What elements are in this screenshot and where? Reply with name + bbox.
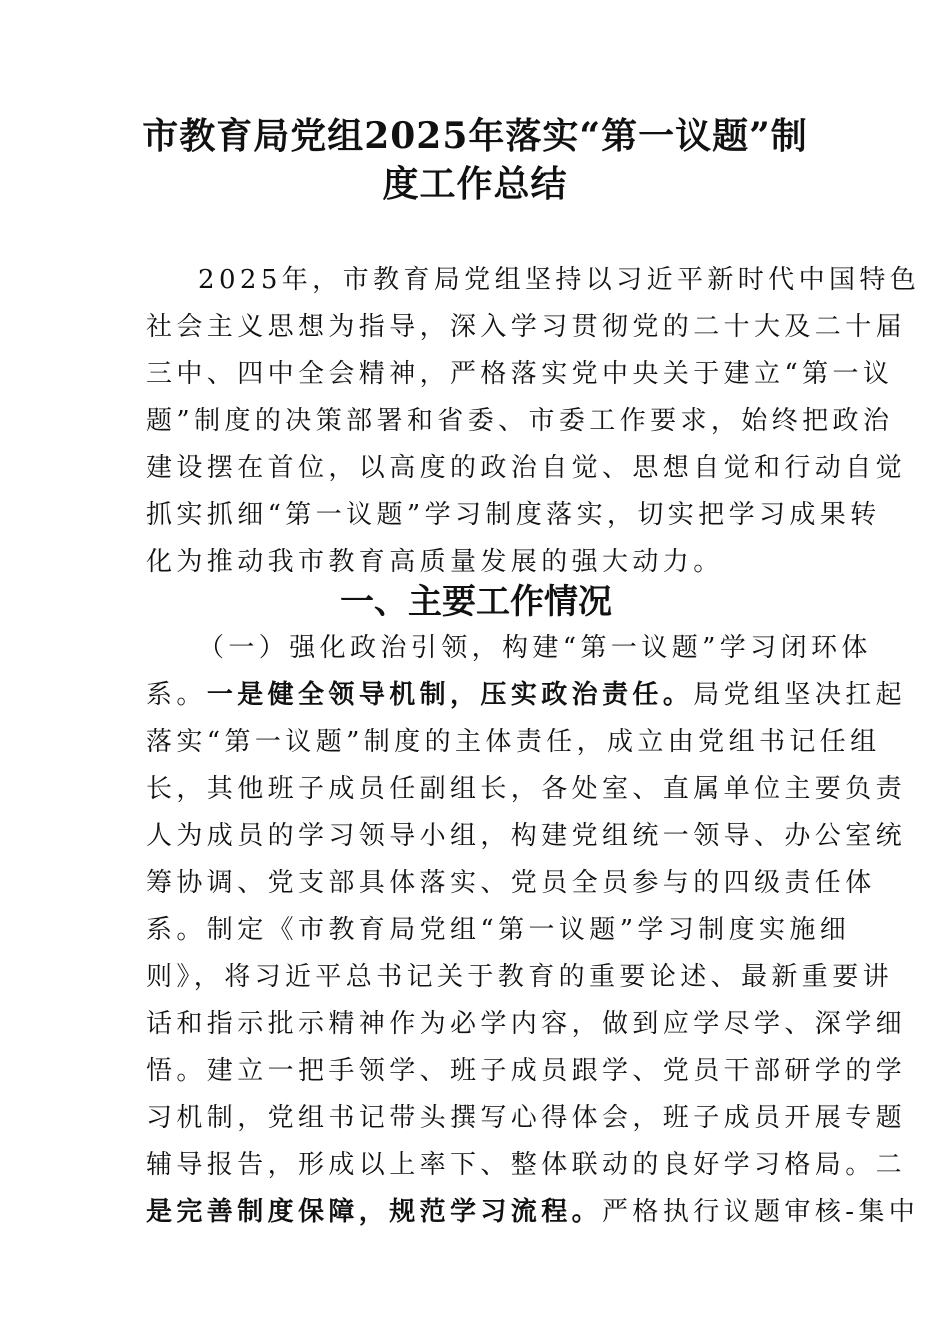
- section-heading: 一、主要工作情况: [340, 582, 612, 622]
- intro-line: 社会主义思想为指导，深入学习贯彻党的二十大及二十届: [146, 312, 907, 342]
- intro-line: 题”制度的决策部署和省委、市委工作要求，始终把政治: [146, 406, 894, 436]
- body-text: 严格执行议题审核-集中: [602, 1197, 920, 1227]
- title-line: 市教育局党组2025年落实“第一议题”制: [142, 115, 808, 157]
- intro-line: 抓实抓细“第一议题”学习制度落实，切实把学习成果转: [146, 500, 881, 530]
- intro-line: 化为推动我市教育高质量发展的强大动力。: [146, 547, 724, 577]
- body-line: 习机制，党组书记带头撰写心得体会，班子成员开展专题: [146, 1103, 907, 1133]
- body-line: 筹协调、党支部具体落实、党员全员参与的四级责任体: [146, 868, 876, 898]
- title-line: 度工作总结: [382, 163, 568, 205]
- body-text: 局党组坚决扛起: [693, 680, 907, 710]
- body-line: 话和指示批示精神作为必学内容，做到应学尽学、深学细: [146, 1009, 907, 1039]
- document-title: [140, 112, 810, 208]
- body-line: 则》，将习近平总书记关于教育的重要论述、最新重要讲: [146, 962, 894, 992]
- body-line: 长，其他班子成员任副组长，各处室、直属单位主要负责: [146, 774, 907, 804]
- body-line: 系。制定《市教育局党组“第一议题”学习制度实施细: [146, 915, 851, 945]
- body-line: 落实“第一议题”制度的主体责任，成立由党组书记任组: [146, 727, 881, 757]
- intro-line: 2025年，市教育局党组坚持以习近平新时代中国特色: [198, 265, 921, 295]
- intro-line: 三中、四中全会精神，严格落实党中央关于建立“第一议: [146, 359, 894, 389]
- bold-point: 一是健全领导机制，压实政治责任。: [206, 680, 694, 710]
- body-line: 悟。建立一把手领学、班子成员跟学、党员干部研学的学: [146, 1056, 907, 1086]
- intro-line: 建设摆在首位，以高度的政治自觉、思想自觉和行动自觉: [146, 453, 907, 483]
- body-line: 辅导报告，形成以上率下、整体联动的良好学习格局。二: [146, 1150, 907, 1180]
- body-line: [146, 1190, 920, 1234]
- body-line: 人为成员的学习领导小组，构建党组统一领导、办公室统: [146, 821, 907, 851]
- body-text: 系。: [146, 680, 207, 710]
- body-line: （一）强化政治引领，构建“第一议题”学习闭环体: [198, 633, 872, 663]
- bold-point: 是完善制度保障，规范学习流程。: [146, 1197, 603, 1227]
- body-line: [146, 673, 907, 717]
